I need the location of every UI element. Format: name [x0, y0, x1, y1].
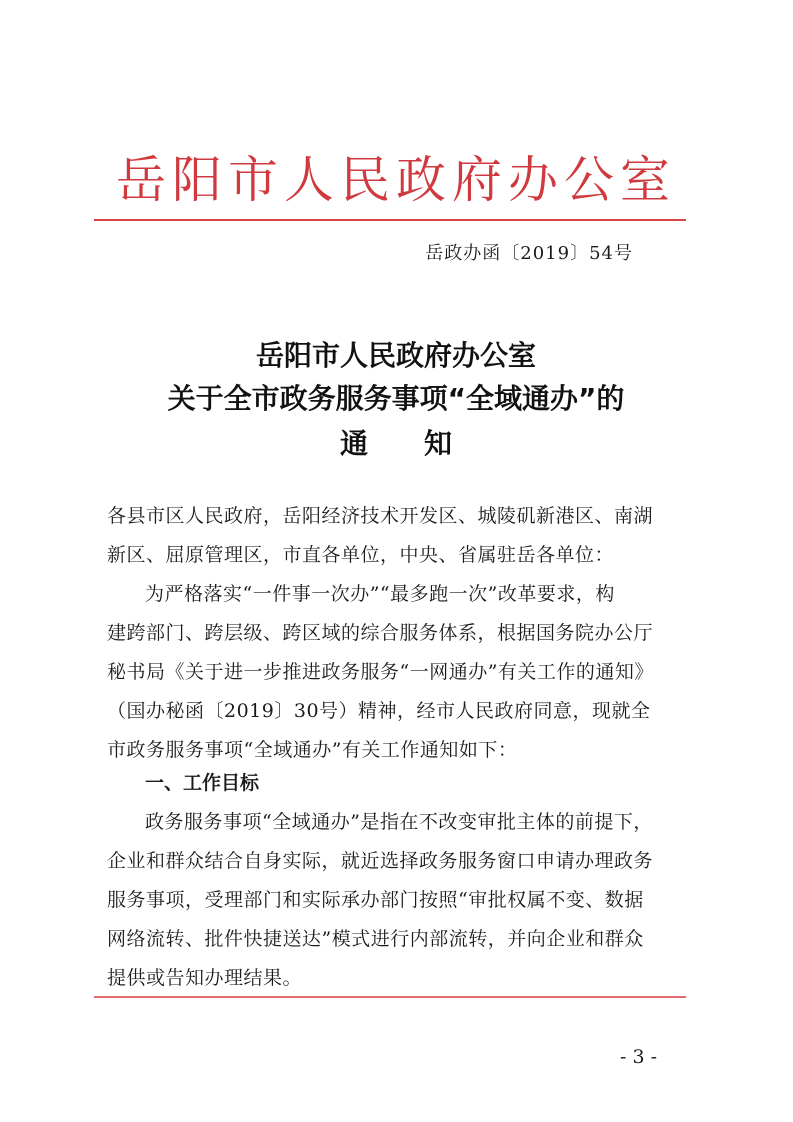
paragraph-line: 建跨部门、跨层级、跨区域的综合服务体系，根据国务院办公厅 — [107, 622, 654, 644]
paragraph-line: 提供或告知办理结果。 — [107, 967, 303, 989]
title-line-2: 关于全市政务服务事项“全域通办”的 — [167, 382, 625, 415]
letterhead-red-rule — [94, 219, 686, 221]
intro-paragraph — [107, 575, 687, 770]
title-line-3: 通知 — [339, 427, 508, 460]
paragraph-line: 网络流转、批件快捷送达”模式进行内部流转，并向企业和群众 — [107, 928, 644, 950]
addressee-line: 新区、屈原管理区，市直各单位，中央、省属驻岳各单位： — [107, 544, 615, 566]
org-letterhead: 岳阳市人民政府办公室 — [116, 151, 676, 209]
paragraph-line: 企业和群众结合自身实际，就近选择政务服务窗口申请办理政务 — [107, 850, 654, 872]
document-number: 岳政办函〔2019〕54号 — [425, 243, 633, 264]
paragraph-line: 服务事项，受理部门和实际承办部门按照“审批权属不变、数据 — [107, 889, 644, 911]
section-heading: 一、工作目标 — [145, 772, 260, 794]
addressee-line: 各县市区人民政府，岳阳经济技术开发区、城陵矶新港区、南湖 — [107, 505, 654, 527]
paragraph-line: （国办秘函〔2019〕30号）精神，经市人民政府同意，现就全 — [107, 700, 651, 722]
footer-red-rule — [94, 996, 686, 998]
section-1-paragraph — [107, 803, 687, 998]
paragraph-line: 政务服务事项“全域通办”是指在不改变审批主体的前提下， — [145, 811, 653, 833]
paragraph-line: 市政务服务事项“全域通办”有关工作通知如下： — [107, 739, 518, 761]
page-number: - 3 - — [620, 1046, 658, 1068]
paragraph-line: 为严格落实“一件事一次办”“最多跑一次”改革要求，构 — [145, 583, 615, 605]
paragraph-line: 秘书局《关于进一步推进政务服务“一网通办”有关工作的通知》 — [107, 661, 654, 683]
addressee-block — [107, 497, 687, 575]
title-line-1: 岳阳市人民政府办公室 — [255, 339, 536, 372]
